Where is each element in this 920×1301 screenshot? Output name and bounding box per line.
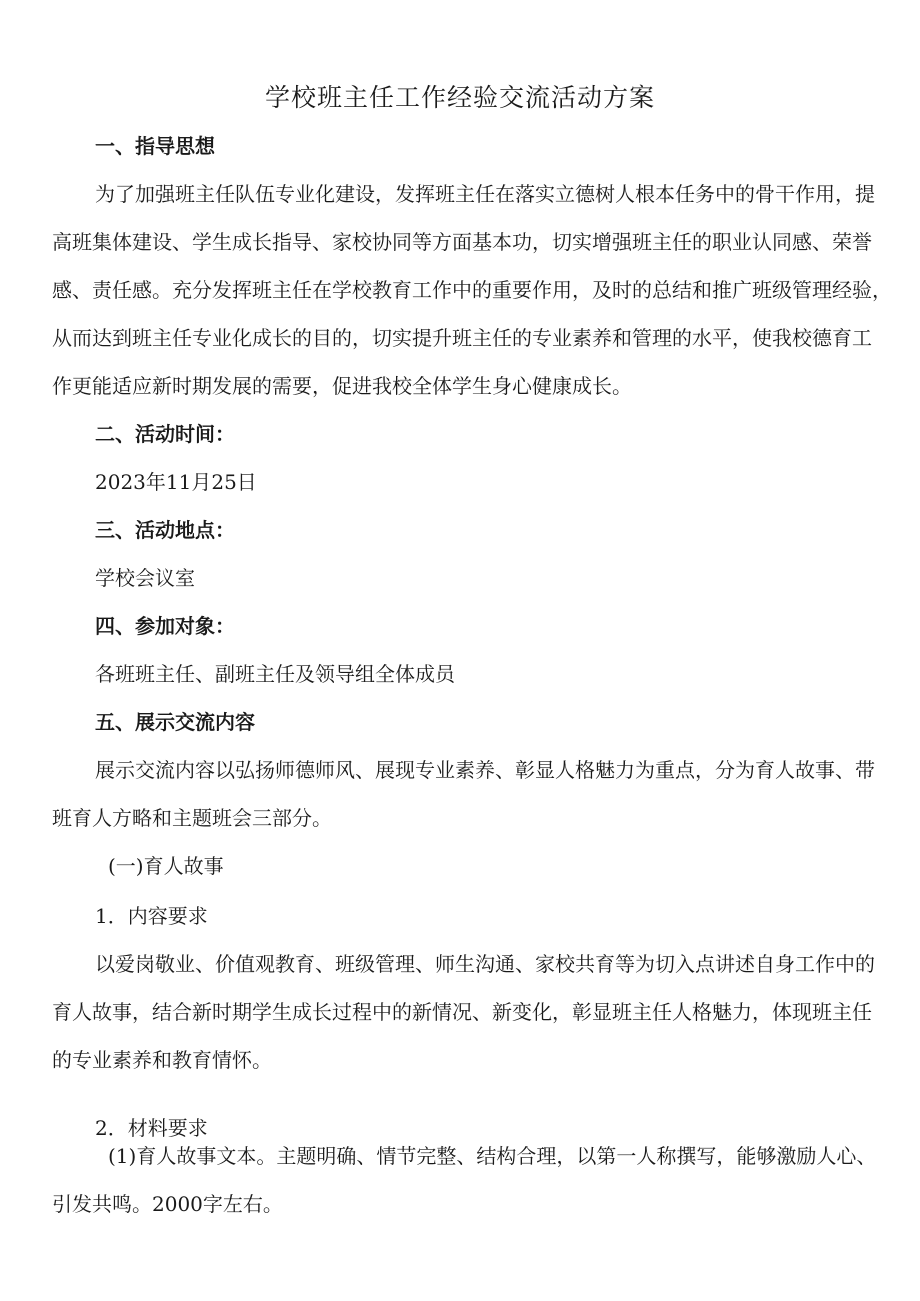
paragraph-line: 高班集体建设、学生成长指导、家校协同等方面基本功，切实增强班主任的职业认同感、荣誉 xyxy=(52,230,872,254)
section-heading-activity-location: 三、活动地点： xyxy=(95,518,235,542)
paragraph-line: 感、责任感。充分发挥班主任在学校教育工作中的重要作用，及时的总结和推广班级管理经验， xyxy=(52,278,892,302)
item-heading-material-requirements: 2．材料要求 xyxy=(95,1116,208,1140)
subsection-heading-education-story: (一)育人故事 xyxy=(108,854,224,878)
section-heading-activity-time: 二、活动时间： xyxy=(95,422,235,446)
paragraph-line: 引发共鸣。2000字左右。 xyxy=(52,1192,283,1216)
participants: 各班班主任、副班主任及领导组全体成员 xyxy=(95,662,455,686)
paragraph-line: 育人故事，结合新时期学生成长过程中的新情况、新变化，彰显班主任人格魅力，体现班主任 xyxy=(52,1000,872,1024)
section-heading-guiding-ideology: 一、指导思想 xyxy=(95,134,215,158)
activity-date: 2023年11月25日 xyxy=(95,470,257,494)
item-heading-content-requirements: 1．内容要求 xyxy=(95,904,208,928)
paragraph-line: 以爱岗敬业、价值观教育、班级管理、师生沟通、家校共育等为切入点讲述自身工作中的 xyxy=(95,952,875,976)
document-title: 学校班主任工作经验交流活动方案 xyxy=(264,83,655,112)
paragraph-line: 展示交流内容以弘扬师德师风、展现专业素养、彰显人格魅力为重点，分为育人故事、带 xyxy=(95,758,875,782)
section-heading-participants: 四、参加对象： xyxy=(95,614,235,638)
paragraph-line: 的专业素养和教育情怀。 xyxy=(52,1048,272,1072)
paragraph-line: 从而达到班主任专业化成长的目的，切实提升班主任的专业素养和管理的水平，使我校德育工 xyxy=(52,326,872,350)
paragraph-line: 班育人方略和主题班会三部分。 xyxy=(52,806,332,830)
paragraph-line: (1)育人故事文本。主题明确、情节完整、结构合理，以第一人称撰写，能够激励人心、 xyxy=(108,1144,877,1168)
paragraph-line: 为了加强班主任队伍专业化建设，发挥班主任在落实立德树人根本任务中的骨干作用，提 xyxy=(95,182,875,206)
activity-location: 学校会议室 xyxy=(95,566,195,590)
paragraph-line: 作更能适应新时期发展的需要，促进我校全体学生身心健康成长。 xyxy=(52,374,632,398)
section-heading-exhibition-content: 五、展示交流内容 xyxy=(95,710,255,734)
